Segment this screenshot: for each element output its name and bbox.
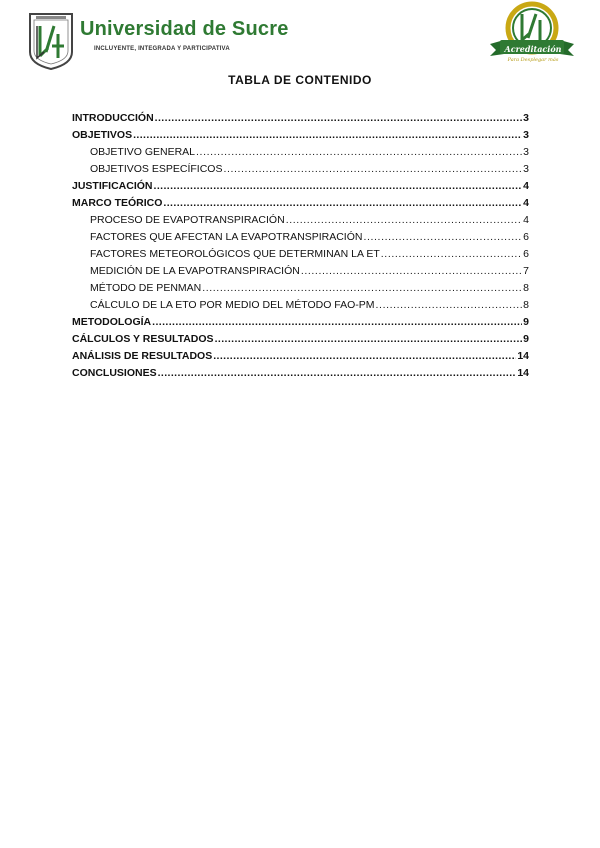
toc-entry-page: 3	[523, 129, 529, 141]
toc-entry-label: METODOLOGÍA	[72, 316, 152, 328]
toc-entry-label: FACTORES METEOROLÓGICOS QUE DETERMINAN LA ET	[90, 248, 380, 260]
toc-dot-leader	[223, 163, 522, 175]
toc-dot-leader	[215, 333, 523, 345]
toc-entry-page: 4	[523, 197, 529, 209]
toc-dot-leader	[301, 265, 522, 277]
toc-entry-label: MARCO TEÓRICO	[72, 197, 163, 209]
document-header	[0, 0, 600, 80]
toc-entry-page: 3	[523, 163, 529, 175]
toc-entry-page: 3	[523, 146, 529, 158]
toc-entry-label: ANÁLISIS DE RESULTADOS	[72, 350, 213, 362]
toc-entry-label: OBJETIVO GENERAL	[90, 146, 196, 158]
toc-entry[interactable]	[72, 180, 529, 197]
toc-dot-leader	[286, 214, 522, 226]
toc-entry-label: INTRODUCCIÓN	[72, 112, 154, 124]
accreditation-subtext: Para Desplegar más	[507, 57, 559, 63]
table-of-contents	[72, 112, 529, 384]
toc-entry-page: 9	[523, 316, 529, 328]
toc-entry[interactable]	[72, 197, 529, 214]
toc-entry[interactable]	[72, 112, 529, 129]
toc-entry[interactable]	[72, 265, 529, 282]
toc-dot-leader	[133, 129, 522, 141]
toc-entry[interactable]	[72, 231, 529, 248]
toc-entry-page: 14	[517, 367, 529, 379]
toc-dot-leader	[155, 112, 522, 124]
toc-dot-leader	[213, 350, 516, 362]
toc-entry-label: CÁLCULO DE LA ETO POR MEDIO DEL MÉTODO FAO-PM	[90, 299, 375, 311]
toc-entry[interactable]	[72, 367, 529, 384]
toc-dot-leader	[158, 367, 517, 379]
toc-entry-page: 8	[523, 299, 529, 311]
toc-dot-leader	[202, 282, 522, 294]
toc-entry[interactable]	[72, 282, 529, 299]
toc-entry-label: MEDICIÓN DE LA EVAPOTRANSPIRACIÓN	[90, 265, 300, 277]
toc-entry[interactable]	[72, 299, 529, 316]
toc-entry-page: 6	[523, 248, 529, 260]
toc-entry-label: MÉTODO DE PENMAN	[90, 282, 202, 294]
toc-entry-page: 8	[523, 282, 529, 294]
toc-entry-label: FACTORES QUE AFECTAN LA EVAPOTRANSPIRACIÓN	[90, 231, 363, 243]
toc-entry-page: 6	[523, 231, 529, 243]
university-name: Universidad de Sucre	[80, 18, 289, 40]
toc-entry[interactable]	[72, 214, 529, 231]
toc-entry[interactable]	[72, 129, 529, 146]
toc-dot-leader	[163, 197, 522, 209]
toc-entry[interactable]	[72, 248, 529, 265]
toc-entry-page: 7	[523, 265, 529, 277]
toc-dot-leader	[381, 248, 522, 260]
accreditation-text: Acreditación	[504, 44, 562, 54]
toc-entry[interactable]	[72, 316, 529, 333]
toc-dot-leader	[376, 299, 523, 311]
toc-entry-page: 4	[523, 214, 529, 226]
toc-entry-label: CÁLCULOS Y RESULTADOS	[72, 333, 214, 345]
toc-entry[interactable]	[72, 333, 529, 350]
toc-dot-leader	[196, 146, 522, 158]
toc-entry-page: 9	[523, 333, 529, 345]
toc-entry-label: PROCESO DE EVAPOTRANSPIRACIÓN	[90, 214, 285, 226]
accreditation-logo	[486, 0, 578, 70]
toc-entry-label: OBJETIVOS ESPECÍFICOS	[90, 163, 223, 175]
toc-dot-leader	[154, 180, 523, 192]
university-tagline: INCLUYENTE, INTEGRADA Y PARTICIPATIVA	[94, 46, 230, 52]
toc-entry-page: 14	[517, 350, 529, 362]
toc-entry-page: 4	[523, 180, 529, 192]
toc-entry-label: JUSTIFICACIÓN	[72, 180, 153, 192]
toc-entry-label: CONCLUSIONES	[72, 367, 157, 379]
university-shield-icon	[28, 12, 74, 70]
toc-entry[interactable]	[72, 350, 529, 367]
toc-dot-leader	[152, 316, 522, 328]
toc-dot-leader	[363, 231, 522, 243]
toc-entry-page: 3	[523, 112, 529, 124]
page-title: TABLA DE CONTENIDO	[228, 73, 372, 87]
toc-entry[interactable]	[72, 163, 529, 180]
toc-entry-label: OBJETIVOS	[72, 129, 133, 141]
toc-entry[interactable]	[72, 146, 529, 163]
university-logo	[28, 12, 289, 70]
